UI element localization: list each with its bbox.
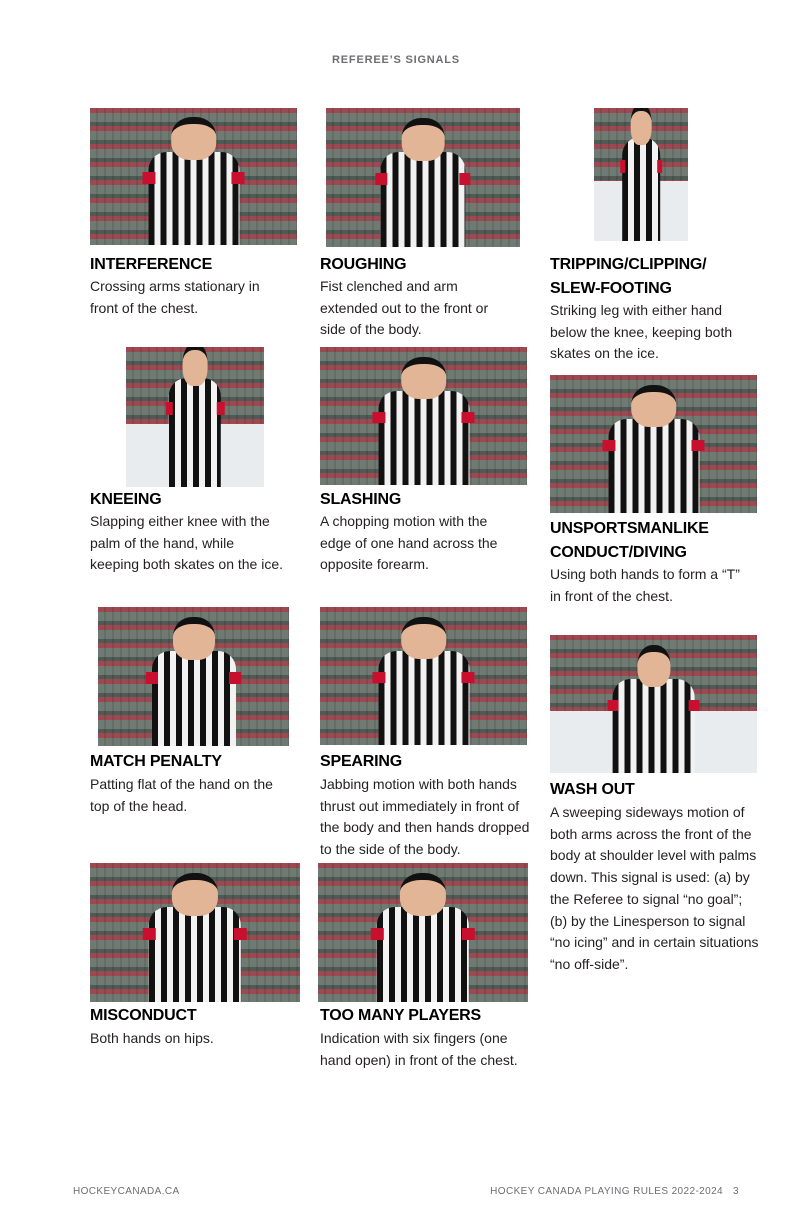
interference-description: Crossing arms stationary in front of the chest. bbox=[90, 278, 260, 316]
interference-photo bbox=[90, 108, 297, 245]
slashing-title: SLASHING bbox=[320, 491, 402, 508]
misconduct-title: MISCONDUCT bbox=[90, 1007, 197, 1024]
unsportsmanlike-photo bbox=[550, 375, 757, 513]
wash-out-title: WASH OUT bbox=[550, 781, 635, 798]
misconduct-description: Both hands on hips. bbox=[90, 1030, 214, 1046]
footer-publication-block bbox=[490, 1186, 739, 1197]
slashing-photo bbox=[320, 347, 527, 485]
footer-publication: HOCKEY CANADA PLAYING RULES 2022-2024 bbox=[490, 1186, 724, 1197]
too-many-players-title: TOO MANY PLAYERS bbox=[320, 1007, 481, 1024]
page-number: 3 bbox=[733, 1186, 739, 1197]
tripping-title: TRIPPING/CLIPPING/ SLEW-FOOTING bbox=[550, 256, 707, 297]
page-header: REFEREE’S SIGNALS bbox=[332, 54, 460, 66]
kneeing-title: KNEEING bbox=[90, 491, 162, 508]
unsportsmanlike-description: Using both hands to form a “T” in front of the chest. bbox=[550, 566, 740, 604]
roughing-description: Fist clenched and arm extended out to the front or side of the body. bbox=[320, 278, 489, 338]
interference-title: INTERFERENCE bbox=[90, 256, 213, 273]
tripping-description: Striking leg with either hand below the knee, keeping both skates on the ice. bbox=[550, 302, 733, 362]
spearing-description: Jabbing motion with both hands thrust out immediately in front of the body and then hands dropped to the side of the body. bbox=[320, 776, 530, 858]
spearing-photo bbox=[320, 607, 527, 745]
match-penalty-description: Patting flat of the hand on the top of the head. bbox=[90, 776, 273, 814]
match-penalty-title: MATCH PENALTY bbox=[90, 753, 222, 770]
roughing-photo bbox=[326, 108, 520, 247]
kneeing-description: Slapping either knee with the palm of the hand, while keeping both skates on the ice. bbox=[90, 513, 284, 573]
wash-out-photo bbox=[550, 635, 757, 773]
kneeing-photo bbox=[126, 347, 264, 487]
slashing-description: A chopping motion with the edge of one hand across the opposite forearm. bbox=[320, 513, 498, 573]
misconduct-photo bbox=[90, 863, 300, 1002]
footer-site: HOCKEYCANADA.CA bbox=[73, 1186, 180, 1197]
too-many-players-description: Indication with six fingers (one hand open) in front of the chest. bbox=[320, 1030, 518, 1068]
spearing-title: SPEARING bbox=[320, 753, 402, 770]
tripping-photo bbox=[594, 108, 688, 241]
wash-out-description: A sweeping sideways motion of both arms across the front of the body at shoulder level with palms down. This signal is used: (a) by the Referee to signal “no goal”; (b) by the Linesperson to signal “no icing” and in certain situations “no off-side”. bbox=[550, 804, 759, 972]
roughing-title: ROUGHING bbox=[320, 256, 407, 273]
unsportsmanlike-title: UNSPORTSMANLIKE CONDUCT/DIVING bbox=[550, 520, 709, 561]
match-penalty-photo bbox=[98, 607, 289, 746]
too-many-players-photo bbox=[318, 863, 528, 1002]
